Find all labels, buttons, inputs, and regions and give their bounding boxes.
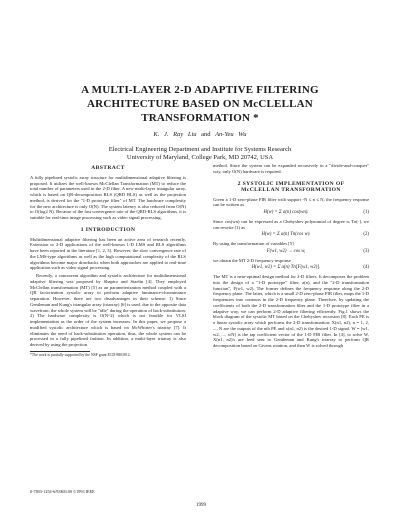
footnote: *The work is partially supported by the NSF grant ECD-8803012. — [30, 352, 131, 357]
footnote-rule — [30, 351, 90, 352]
section-2-paragraph-4: we obtain the MT 2-D frequency response — [213, 257, 291, 263]
section-2-heading — [213, 181, 369, 194]
title-line-1: A MULTI-LAYER 2-D ADAPTIVE FILTERING — [81, 84, 319, 96]
section-2-heading-line-2: McCLELLAN TRANSFORMATION — [241, 187, 341, 193]
title-line-2: ARCHITECTURE BASED ON McCLELLAN — [87, 98, 313, 110]
section-2-paragraph-2: Since cos(wn) can be expressed as a Chebyshev polynomial of degree n, Tn[·], we can rewrite (1) as — [213, 218, 369, 230]
affiliation — [40, 146, 360, 162]
intro-paragraph-1: Multidimensional adaptive filtering has been an active area of research recently. Extension to 2-D applications of the well-known 1-D LMS and RLS algorithms have been reported in the literature [1, 2, 3]. However, the slow convergence rate of the LMS-type algorithms as well as the high computational complexity of the RLS algorithms become major drawbacks when both approaches are applied to real-time application such as video signal processing. — [30, 236, 186, 271]
equation-2-number: (2) — [363, 232, 369, 238]
equation-1 — [213, 210, 369, 216]
author-line — [40, 131, 360, 138]
right-column — [213, 163, 369, 351]
equation-2 — [213, 232, 369, 238]
equation-4-expr: H(w1, w2) = Σ a(n) Tn[F(w1, w2)]. — [251, 265, 321, 271]
copyright-line: 0-7803-1254-6/93$03.00 ©1993 IEEE — [30, 489, 95, 494]
author-name: K. J. Ray Liu — [153, 131, 197, 138]
affiliation-line-2: University of Maryland, College Park, MD 20742, USA — [126, 154, 274, 161]
equation-3 — [213, 249, 369, 255]
abstract-text: A fully pipelined systolic array structure for multidimensional adaptive filtering is proposed. It utilizes the well-known McClellan Transformation (MT) to reduce the total number of parameters used in the 2-D filter. A new multi-layer triangular array, which is based on QR-decomposition RLS (QRD RLS) as well as the projection method, is derived for the "1-D prototype filter" of MT. The hardware complexity for the new architecture is only O(N). The system latency is also reduced from O(N) to O(log2 N). Because of the fast convergence rate of the QRD-RLS algorithms, it is suitable for real-time image processing such as video signal processing. — [30, 174, 186, 220]
equation-4 — [213, 265, 369, 271]
equation-3-number: (3) — [363, 248, 369, 254]
equation-1-number: (1) — [363, 210, 369, 215]
abstract-heading: ABSTRACT — [91, 165, 125, 171]
affiliation-line-1: Electrical Engineering Department and Institute for Systems Research — [108, 146, 292, 153]
author-name: An-Yeu Wu — [215, 131, 247, 138]
equation-4-number: (4) — [363, 265, 369, 271]
equation-2-expr: H(w) = Σ a(n) Tn(cos w). — [261, 232, 311, 238]
left-column — [30, 163, 186, 357]
paper-title — [40, 83, 360, 125]
author-conjunction: and — [201, 131, 211, 138]
equation-1-expr: H(w) = Σ a(n) cos(wn). — [263, 210, 309, 215]
page-number: 1999 — [196, 503, 206, 508]
section-2-heading-line-1: 2 SYSTOLIC IMPLEMENTATION OF — [237, 180, 345, 187]
section-2-paragraph-3: By using the transformation of variables [5] — [213, 241, 294, 246]
introduction-heading: 1 INTRODUCTION — [80, 226, 136, 233]
section-2-paragraph-5: The MT is a near-optimal design method for 2-D filters. It decomposes the problem into the design of a "1-D prototype" filter, a(n), and the "2-D transformation function", F(w1, w2). The former defines the frequency response along the 2-D frequency plane. The latter, which is a small 2-D zero-phase FIR filter, maps the 1-D frequencies into contours in the 2-D frequency plane. Therefore, by updating the coefficients of both the 2-D transformation filter and the 1-D prototype filter in a adaptive way, we can perform 2-D adaptive filtering efficiently. Fig.1 shows the block diagram of the systolic MT based on the Chebyshev recursion [8]. Each PE is a linear systolic array which performs the 2-D transformation: X(n1, n2), n = 1, 2, ..., N are the outputs of the nth PE and x(n1, n2) is the desired 1-D signal. W = [w1, w2, ..., wN] is the tap coefficient vector of the 1-D FIR filter. In [4], to solve W, X(n1, n2)'s are feed sent to Gentleman and Kung's triarray to perform QR decomposition based on Givens rotation, and then W is solved through — [213, 274, 369, 348]
title-line-3: TRANSFORMATION * — [141, 112, 259, 124]
continued-text: method. Since the system can be expanded recursively in a "divide-and-conquer" way, only O(N) hardware is required. — [213, 163, 369, 174]
intro-paragraph-2: Recently, a concurrent algorithm and systolic architecture for multidimensional adaptive filtering was proposed by Shapiro and Staelin [4]. They employed McClellan transformation (MT) [5] as an parameterization method coupled with a QR factorization systolic array to perform adaptive luminance-chrominance separation. However, there are two disadvantages in their scheme: 1) Since Gentleman and Kung's triangular array (triarray) [6] is used, due to the opposite data wavefront, the whole system will be "idle" during the operation of back-substitution. 2) The hardware complexity is O(N^2) which is not feasible for VLSI implementation as the order of the system increases. In this paper, we propose a modified systolic architecture which is based on McWhirter's triarray [7]. It eliminates the need of back-substitution operation, thus, the whole system can be processed in a fully pipelined fashion. In addition, a multi-layer triarray is also derived by using the projection — [30, 273, 186, 347]
section-2-paragraph-1: Given a 1-D zero-phase FIR filter with support -N ≤ n ≤ N, the frequency response can be written as — [213, 196, 369, 208]
equation-3-expr: F(w1, w2) → cos w, — [266, 248, 306, 254]
